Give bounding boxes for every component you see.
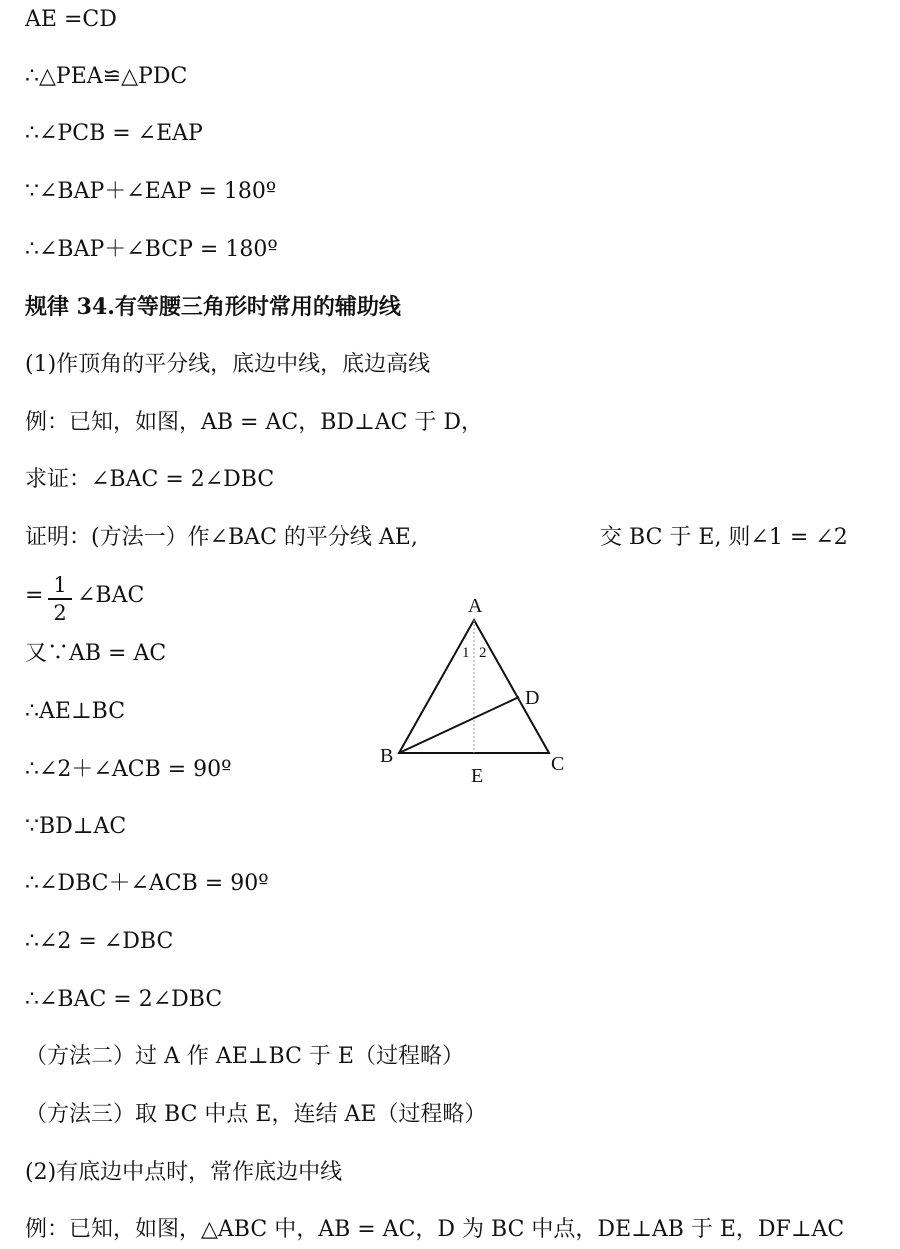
example-2-statement: 例：已知，如图，△ABC 中，AB = AC，D 为 BC 中点，DE⊥AB 于 E，DF⊥AC [25, 1217, 845, 1242]
proof-method-1-cont: 交 BC 于 E, 则∠1 = ∠2 [600, 525, 848, 550]
text-line-15: ∵BD⊥AC [25, 814, 127, 839]
text-line-21: (2)有底边中点时，常作底边中线 [25, 1160, 343, 1185]
angle-label-2: 2 [479, 645, 487, 661]
text-line-4: ∵∠BAP＋∠EAP = 180º [25, 179, 277, 204]
text-line-13: ∴AE⊥BC [25, 699, 126, 724]
text-line-11-prefix: = [25, 583, 44, 608]
text-line-18: ∴∠BAC = 2∠DBC [25, 987, 223, 1012]
triangle-figure [370, 590, 580, 790]
text-line-7: (1)作顶角的平分线，底边中线，底边高线 [25, 352, 431, 377]
text-line-12: 又∵AB = AC [25, 641, 167, 666]
angle-label-1: 1 [462, 645, 470, 661]
text-line-1: AE =CD [25, 7, 117, 32]
label-e: E [471, 765, 484, 787]
text-line-17: ∴∠2 = ∠DBC [25, 929, 174, 954]
text-line-2: ∴△PEA≌△PDC [25, 64, 188, 89]
label-b: B [380, 745, 394, 767]
proof-method-2: （方法二）过 A 作 AE⊥BC 于 E（过程略） [25, 1044, 464, 1069]
text-line-14: ∴∠2＋∠ACB = 90º [25, 757, 232, 782]
text-line-16: ∴∠DBC＋∠ACB = 90º [25, 871, 269, 896]
prove-statement: 求证：∠BAC = 2∠DBC [25, 467, 275, 492]
proof-method-1-start: 证明：(方法一）作∠BAC 的平分线 AE, [25, 525, 418, 550]
label-c: C [551, 753, 565, 775]
fraction-bar [48, 598, 72, 600]
fraction-one-half [45, 573, 75, 625]
fraction-denominator: 2 [53, 600, 67, 625]
proof-method-3: （方法三）取 BC 中点 E，连结 AE（过程略） [25, 1102, 487, 1127]
fraction-numerator: 1 [53, 573, 67, 597]
segment-bd [399, 697, 519, 753]
section-heading-rule-34: 规律 34.有等腰三角形时常用的辅助线 [25, 294, 401, 320]
label-d: D [525, 687, 540, 709]
example-statement: 例：已知，如图，AB = AC，BD⊥AC 于 D， [25, 410, 484, 435]
label-a: A [468, 595, 483, 617]
text-line-11-suffix: ∠BAC [77, 583, 145, 608]
text-line-3: ∴∠PCB = ∠EAP [25, 121, 203, 146]
text-line-5: ∴∠BAP＋∠BCP = 180º [25, 237, 278, 262]
